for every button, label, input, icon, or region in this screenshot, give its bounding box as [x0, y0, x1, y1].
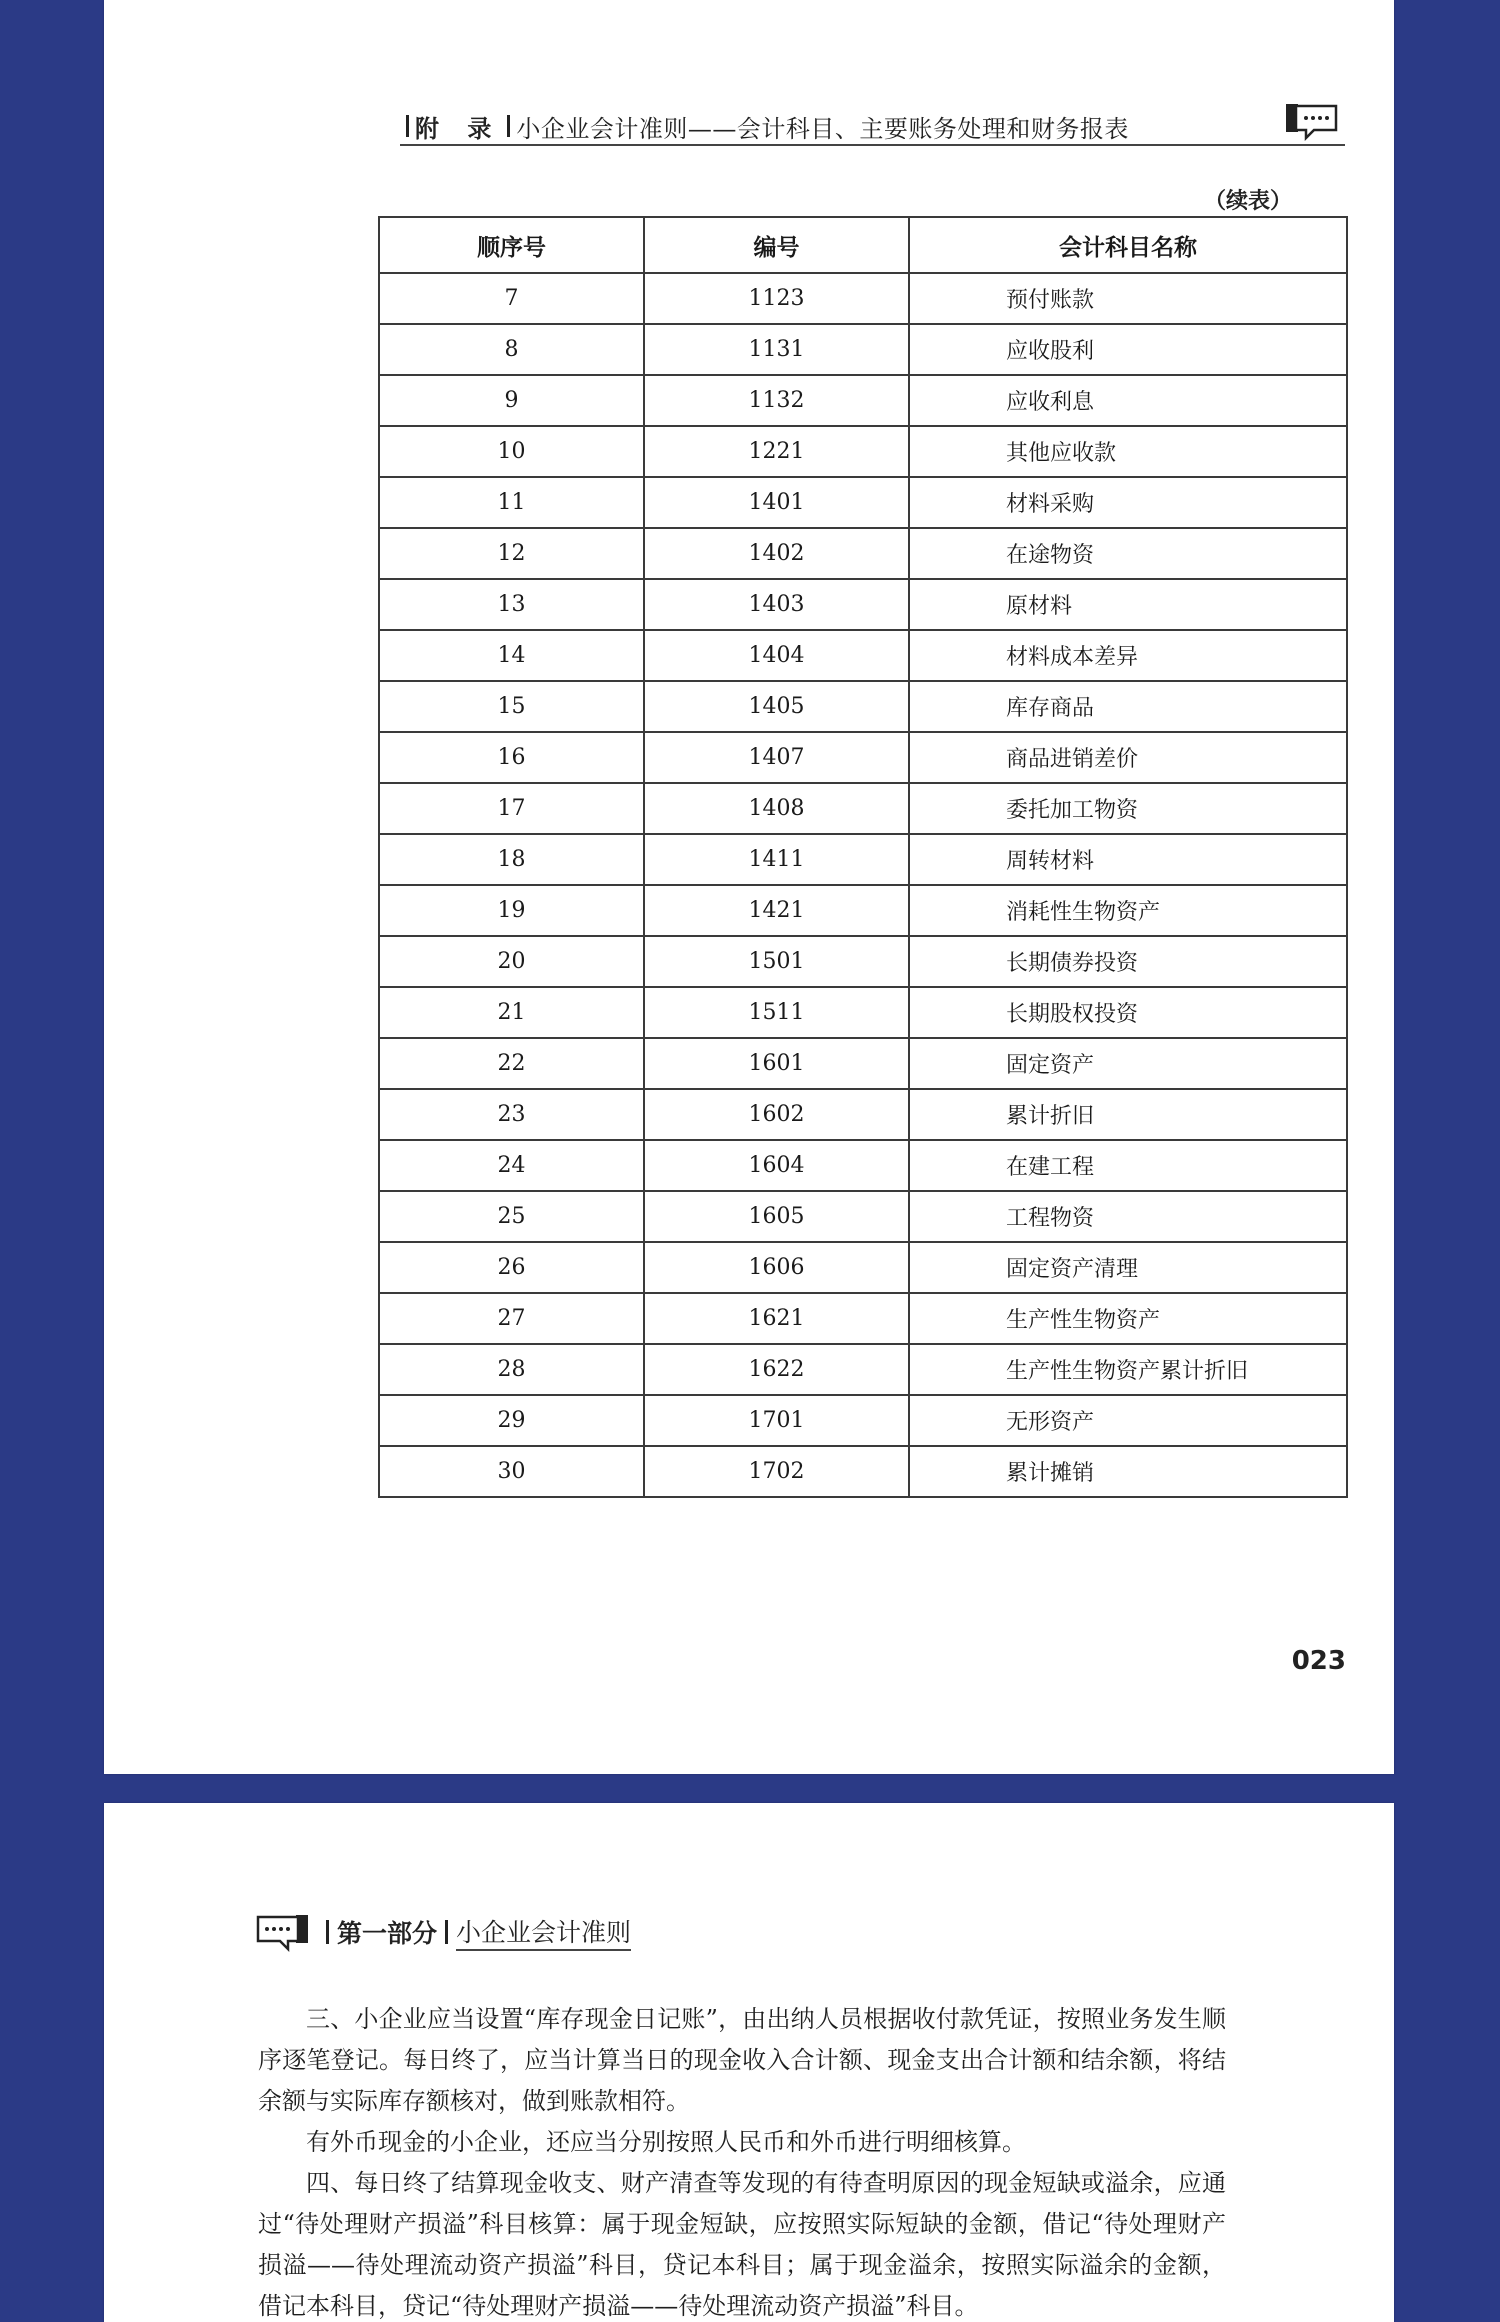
table-row [379, 528, 1347, 579]
header-code: 编号 [644, 217, 909, 273]
seq-cell: 12 [379, 528, 644, 579]
header-name: 会计科目名称 [909, 217, 1347, 273]
code-cell: 1405 [644, 681, 909, 732]
code-cell: 1123 [644, 273, 909, 324]
header-divider [326, 1920, 329, 1944]
account-name-cell: 应收股利 [909, 324, 1347, 375]
table-row [379, 732, 1347, 783]
seq-cell: 28 [379, 1344, 644, 1395]
table-row [379, 1038, 1347, 1089]
code-cell: 1622 [644, 1344, 909, 1395]
speech-bubble-icon [254, 1911, 310, 1953]
seq-cell: 23 [379, 1089, 644, 1140]
code-cell: 1407 [644, 732, 909, 783]
continued-label: （续表） [1204, 188, 1293, 214]
account-name-cell: 无形资产 [909, 1395, 1347, 1446]
code-cell: 1605 [644, 1191, 909, 1242]
table-row [379, 1242, 1347, 1293]
seq-cell: 24 [379, 1140, 644, 1191]
account-name-cell: 固定资产清理 [909, 1242, 1347, 1293]
code-cell: 1604 [644, 1140, 909, 1191]
table-row [379, 936, 1347, 987]
code-cell: 1501 [644, 936, 909, 987]
table-row [379, 477, 1347, 528]
seq-cell: 20 [379, 936, 644, 987]
seq-cell: 11 [379, 477, 644, 528]
seq-cell: 9 [379, 375, 644, 426]
table-row [379, 1140, 1347, 1191]
account-name-cell: 其他应收款 [909, 426, 1347, 477]
code-cell: 1701 [644, 1395, 909, 1446]
account-name-cell: 工程物资 [909, 1191, 1347, 1242]
seq-cell: 21 [379, 987, 644, 1038]
table-row [379, 426, 1347, 477]
code-cell: 1132 [644, 375, 909, 426]
table-row [379, 783, 1347, 834]
table-row [379, 681, 1347, 732]
account-name-cell: 材料采购 [909, 477, 1347, 528]
account-name-cell: 库存商品 [909, 681, 1347, 732]
seq-cell: 16 [379, 732, 644, 783]
seq-cell: 10 [379, 426, 644, 477]
table-row [379, 834, 1347, 885]
table-row [379, 630, 1347, 681]
code-cell: 1221 [644, 426, 909, 477]
seq-cell: 7 [379, 273, 644, 324]
table-row [379, 1089, 1347, 1140]
seq-cell: 17 [379, 783, 644, 834]
code-cell: 1131 [644, 324, 909, 375]
book-page-2 [104, 1803, 1394, 2322]
header-divider [406, 115, 409, 137]
account-name-cell: 消耗性生物资产 [909, 885, 1347, 936]
account-name-cell: 固定资产 [909, 1038, 1347, 1089]
seq-cell: 8 [379, 324, 644, 375]
table-row [379, 987, 1347, 1038]
table-row [379, 375, 1347, 426]
seq-cell: 30 [379, 1446, 644, 1497]
account-name-cell: 生产性生物资产 [909, 1293, 1347, 1344]
seq-cell: 26 [379, 1242, 644, 1293]
account-name-cell: 原材料 [909, 579, 1347, 630]
code-cell: 1404 [644, 630, 909, 681]
table-row [379, 885, 1347, 936]
code-cell: 1402 [644, 528, 909, 579]
code-cell: 1421 [644, 885, 909, 936]
header-seq: 顺序号 [379, 217, 644, 273]
table-row [379, 1191, 1347, 1242]
running-header [400, 108, 1345, 146]
table-row [379, 1446, 1347, 1497]
code-cell: 1621 [644, 1293, 909, 1344]
seq-cell: 19 [379, 885, 644, 936]
code-cell: 1511 [644, 987, 909, 1038]
table-row [379, 579, 1347, 630]
account-name-cell: 长期债券投资 [909, 936, 1347, 987]
paragraph: 四、每日终了结算现金收支、财产清查等发现的有待查明原因的现金短缺或溢余，应通过“待处理财产损溢”科目核算：属于现金短缺，应按照实际短缺的金额，借记“待处理财产损溢——待处理流动资产损溢”科目，贷记本科目；属于现金溢余，按照实际溢余的金额，借记本科目，贷记“待处理财产损溢——待处理流动资产损溢”科目。 [258, 2169, 1226, 2320]
account-name-cell: 在途物资 [909, 528, 1347, 579]
part-header [318, 1913, 631, 1951]
book-page-1 [104, 0, 1394, 1774]
seq-cell: 18 [379, 834, 644, 885]
paragraph: 三、小企业应当设置“库存现金日记账”，由出纳人员根据收付款凭证，按照业务发生顺序逐笔登记。每日终了，应当计算当日的现金收入合计额、现金支出合计额和结余额，将结余额与实际库存额核对，做到账款相符。 [258, 2005, 1226, 2115]
header-section: 附 录 [415, 113, 502, 143]
account-name-cell: 应收利息 [909, 375, 1347, 426]
header-divider [445, 1920, 448, 1944]
code-cell: 1403 [644, 579, 909, 630]
account-name-cell: 委托加工物资 [909, 783, 1347, 834]
code-cell: 1702 [644, 1446, 909, 1497]
seq-cell: 25 [379, 1191, 644, 1242]
code-cell: 1606 [644, 1242, 909, 1293]
table-row [379, 273, 1347, 324]
account-table [378, 216, 1348, 1498]
header-title: 小企业会计准则——会计科目、主要账务处理和财务报表 [516, 114, 1129, 143]
seq-cell: 22 [379, 1038, 644, 1089]
part-title: 小企业会计准则 [456, 1913, 631, 1951]
seq-cell: 29 [379, 1395, 644, 1446]
code-cell: 1602 [644, 1089, 909, 1140]
table-header-row [379, 217, 1347, 273]
body-text [258, 1999, 1226, 2322]
account-name-cell: 累计摊销 [909, 1446, 1347, 1497]
table-row [379, 1395, 1347, 1446]
table-row [379, 1293, 1347, 1344]
account-name-cell: 在建工程 [909, 1140, 1347, 1191]
table-row [379, 324, 1347, 375]
part-label: 第一部分 [337, 1919, 438, 1948]
code-cell: 1401 [644, 477, 909, 528]
table-row [379, 1344, 1347, 1395]
paragraph: 有外币现金的小企业，还应当分别按照人民币和外币进行明细核算。 [306, 2128, 1026, 2156]
seq-cell: 27 [379, 1293, 644, 1344]
account-name-cell: 长期股权投资 [909, 987, 1347, 1038]
account-name-cell: 材料成本差异 [909, 630, 1347, 681]
account-name-cell: 商品进销差价 [909, 732, 1347, 783]
header-divider [507, 115, 510, 137]
speech-bubble-icon [1284, 100, 1340, 142]
seq-cell: 15 [379, 681, 644, 732]
account-name-cell: 周转材料 [909, 834, 1347, 885]
code-cell: 1411 [644, 834, 909, 885]
account-name-cell: 累计折旧 [909, 1089, 1347, 1140]
seq-cell: 14 [379, 630, 644, 681]
account-name-cell: 预付账款 [909, 273, 1347, 324]
code-cell: 1408 [644, 783, 909, 834]
seq-cell: 13 [379, 579, 644, 630]
page-number: 023 [1291, 1646, 1346, 1676]
code-cell: 1601 [644, 1038, 909, 1089]
account-name-cell: 生产性生物资产累计折旧 [909, 1344, 1347, 1395]
